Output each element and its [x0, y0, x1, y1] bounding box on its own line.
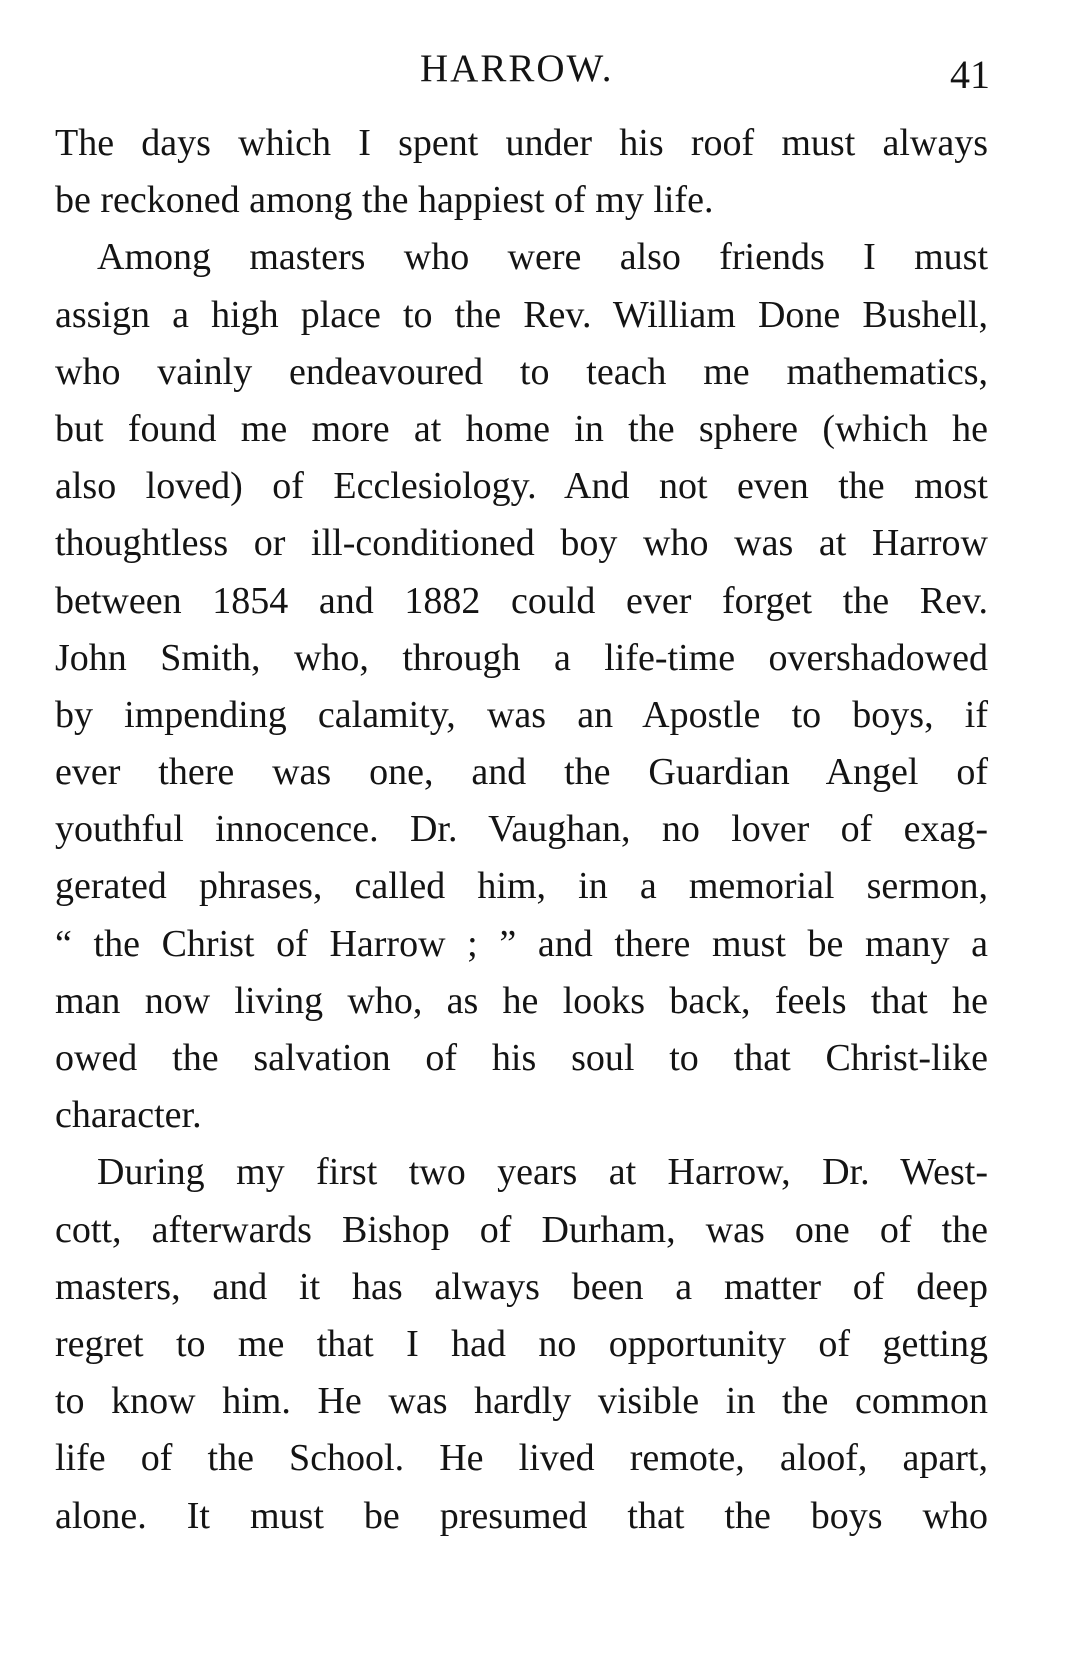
text-line: gerated phrases, called him, in a memorial sermon,	[55, 865, 988, 908]
text-line: character.	[55, 1094, 202, 1137]
running-head	[0, 44, 1080, 97]
page-number: 41	[950, 52, 990, 97]
text-line: between 1854 and 1882 could ever forget the Rev.	[55, 579, 988, 622]
text-line: thoughtless or ill-conditioned boy who was at Harrow	[55, 522, 988, 565]
text-line: John Smith, who, through a life-time overshadowed	[55, 636, 988, 679]
running-title: HARROW.	[420, 47, 614, 90]
text-line: be reckoned among the happiest of my life.	[55, 179, 714, 222]
text-line: by impending calamity, was an Apostle to boys, if	[55, 693, 988, 736]
body-text	[55, 115, 988, 1545]
text-line: cott, afterwards Bishop of Durham, was one of the	[55, 1208, 988, 1251]
text-line: to know him. He was hardly visible in the common	[55, 1380, 988, 1423]
text-line: also loved) of Ecclesiology. And not even the most	[55, 465, 988, 508]
text-line: masters, and it has always been a matter of deep	[55, 1265, 988, 1308]
text-line: ever there was one, and the Guardian Angel of	[55, 751, 988, 794]
text-line: assign a high place to the Rev. William Done Bushell,	[55, 293, 988, 336]
text-line: regret to me that I had no opportunity of getting	[55, 1322, 988, 1365]
text-line: but found me more at home in the sphere (which he	[55, 407, 988, 450]
text-line: who vainly endeavoured to teach me mathematics,	[55, 350, 988, 393]
text-line: alone. It must be presumed that the boys who	[55, 1494, 988, 1537]
text-line: man now living who, as he looks back, feels that he	[55, 979, 988, 1022]
text-line: life of the School. He lived remote, aloof, apart,	[55, 1437, 988, 1480]
text-line: Among masters who were also friends I must	[97, 236, 988, 279]
text-line: “ the Christ of Harrow ; ” and there must be many a	[55, 922, 988, 965]
text-line: youthful innocence. Dr. Vaughan, no lover of exag-	[55, 808, 988, 851]
text-line: During my first two years at Harrow, Dr. West-	[97, 1151, 988, 1194]
text-line: The days which I spent under his roof must always	[55, 122, 988, 164]
text-line: owed the salvation of his soul to that Christ-like	[55, 1037, 988, 1079]
